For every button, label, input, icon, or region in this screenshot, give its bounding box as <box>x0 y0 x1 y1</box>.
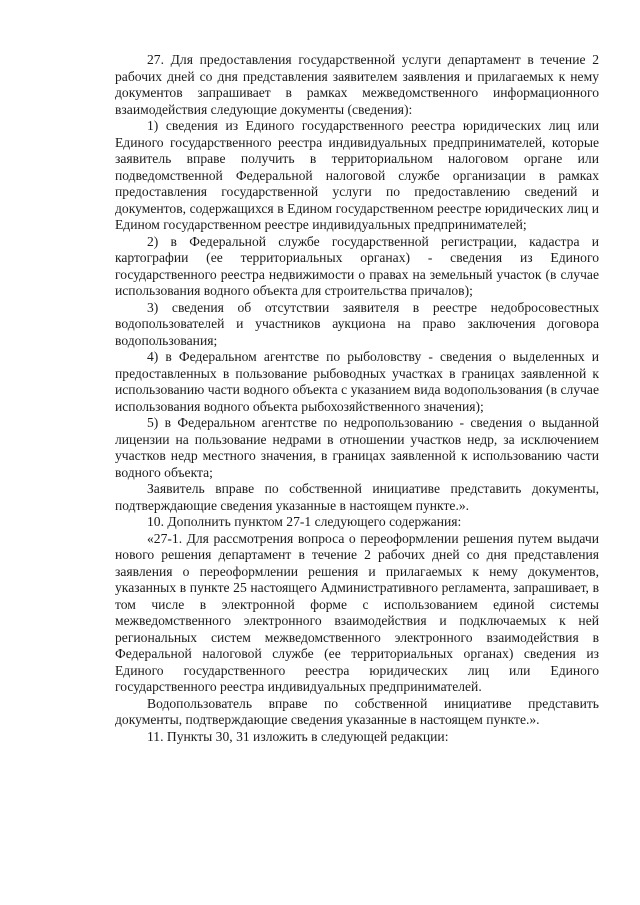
paragraph-amendment-10: 10. Дополнить пунктом 27-1 следующего содержания: <box>147 514 462 529</box>
paragraph-applicant-right: Заявитель вправе по собственной инициативе представить документы, подтверждающие сведения указанные в настоящем пункте.». <box>115 481 599 513</box>
document-page <box>115 52 599 745</box>
paragraph-item-4: 4) в Федеральном агентстве по рыболовству - сведения о выделенных и предоставленных в пользование рыбоводных участках в границах заявленной к использованию части водного объекта с указанием вида водопользования (в случае использования водного объекта рыбохозяйственного значения); <box>115 349 599 414</box>
paragraph-27: 27. Для предоставления государственной услуги департамент в течение 2 рабочих дней со дня представления заявителем заявления и прилагаемых к нему документов запрашивает в рамках межведомственного информационного взаимодействия следующие документы (сведения): <box>115 52 599 117</box>
paragraph-amendment-11: 11. Пункты 30, 31 изложить в следующей редакции: <box>147 728 449 744</box>
paragraph-item-3: 3) сведения об отсутствии заявителя в реестре недобросовестных водопользователей и участников аукциона на право заключения договора водопользования; <box>115 299 599 348</box>
paragraph-27-1: «27-1. Для рассмотрения вопроса о переоформлении решения путем выдачи нового решения департамент в течение 2 рабочих дней со дня представления заявления о переоформлении решения и прилагаемых к нему документов, указанных в пункте 25 настоящего Административного регламента, запрашивает, в том числе в электронной форме с использованием единой системы межведомственного электронного взаимодействия и подключаемых к ней региональных систем межведомственного электронного взаимодействия в Федеральной налоговой службе (ее территориальных органах) сведения из Единого государственного реестра юридических лиц или Единого государственного реестра индивидуальных предпринимателей. <box>115 530 599 694</box>
paragraph-item-5: 5) в Федеральном агентстве по недропользованию - сведения о выданной лицензии на пользование недрами в отношении участков недр, за исключением участков недр местного значения, в границах заявленной к использованию части водного объекта; <box>115 415 599 480</box>
paragraph-item-2: 2) в Федеральной службе государственной регистрации, кадастра и картографии (ее территориальных органах) - сведения из Единого государственного реестра недвижимости о правах на земельный участок (в случае использования водного объекта для строительства причалов); <box>115 233 599 298</box>
paragraph-item-1: 1) сведения из Единого государственного реестра юридических лиц или Единого государственного реестра индивидуальных предпринимателей, которые заявитель вправе получить в территориальном налоговом органе или подведомственной Федеральной налоговой службе организации в рамках предоставления государственной услуги по предоставлению сведений и документов, содержащихся в Едином государственном реестре юридических лиц и Едином государственном реестре индивидуальных предпринимателей; <box>115 118 599 232</box>
paragraph-water-user-right: Водопользователь вправе по собственной инициативе представить документы, подтверждающие сведения указанные в настоящем пункте.». <box>115 695 599 727</box>
